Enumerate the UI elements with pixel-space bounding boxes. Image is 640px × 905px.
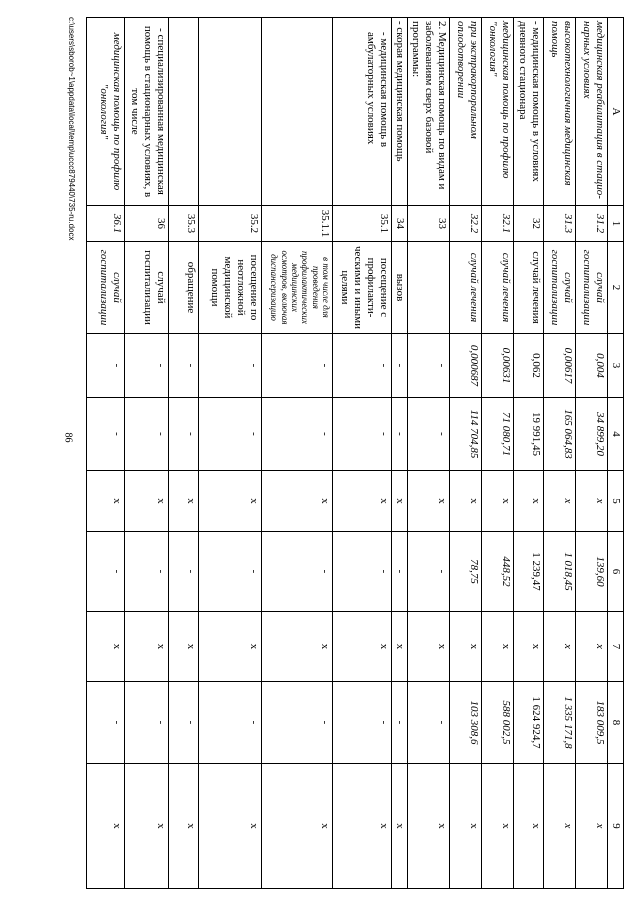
header-cell: 3	[608, 334, 624, 398]
value-cell: -	[408, 532, 450, 612]
row-name: при экстракорпоральном оплодотворении	[450, 18, 482, 206]
row-name: - медицинская помощь в амбулаторных условиях	[333, 18, 392, 206]
value-cell: -	[87, 334, 125, 398]
unit-cell: случай госпитализации	[544, 242, 576, 334]
value-cell: -	[87, 398, 125, 471]
value-cell: -	[392, 398, 408, 471]
value-cell: 103 308,6	[450, 682, 482, 764]
row-name	[199, 18, 262, 206]
value-cell: х	[514, 471, 544, 532]
value-cell: х	[408, 612, 450, 682]
value-cell: х	[392, 471, 408, 532]
row-number: 31.2	[576, 206, 608, 242]
value-cell: 71 080,71	[482, 398, 514, 471]
value-cell: х	[333, 471, 392, 532]
header-cell: 4	[608, 398, 624, 471]
value-cell: х	[333, 612, 392, 682]
row-number: 34	[392, 206, 408, 242]
row-name: 2. Медицинская помощь по видам и заболеваниям сверх базовой программы:	[408, 18, 450, 206]
table-row	[408, 18, 450, 889]
row-name	[262, 18, 333, 206]
value-cell: х	[169, 764, 199, 889]
unit-cell: обращение	[169, 242, 199, 334]
row-name: - специализированная медицинская помощь в стационарных условиях, в том числе	[125, 18, 169, 206]
row-number: 32.2	[450, 206, 482, 242]
value-cell: 0,00631	[482, 334, 514, 398]
value-cell: -	[333, 682, 392, 764]
value-cell: х	[576, 764, 608, 889]
header-cell: 8	[608, 682, 624, 764]
value-cell: -	[408, 398, 450, 471]
value-cell: х	[169, 471, 199, 532]
value-cell: -	[199, 334, 262, 398]
table-row	[125, 18, 169, 889]
row-number: 32	[514, 206, 544, 242]
value-cell: 114 704,85	[450, 398, 482, 471]
value-cell: 1 239,47	[514, 532, 544, 612]
value-cell: х	[408, 471, 450, 532]
value-cell: х	[450, 612, 482, 682]
header-cell: A	[608, 18, 624, 206]
unit-cell: посещение с профилакти-ческими и иными целями	[333, 242, 392, 334]
value-cell: х	[544, 612, 576, 682]
unit-cell: случай госпитализации	[576, 242, 608, 334]
value-cell: х	[87, 612, 125, 682]
table-row	[514, 18, 544, 889]
value-cell: х	[125, 764, 169, 889]
value-cell: -	[392, 532, 408, 612]
rotated-page	[67, 17, 624, 888]
unit-cell: случай госпитализации	[125, 242, 169, 334]
value-cell: х	[262, 471, 333, 532]
row-number: 36	[125, 206, 169, 242]
row-name	[169, 18, 199, 206]
value-cell: -	[392, 334, 408, 398]
table-row	[576, 18, 608, 889]
row-number: 33	[408, 206, 450, 242]
value-cell: -	[125, 398, 169, 471]
unit-cell: случай лечения	[450, 242, 482, 334]
value-cell: х	[544, 471, 576, 532]
value-cell: 0,00617	[544, 334, 576, 398]
row-number: 32.1	[482, 206, 514, 242]
value-cell: 0,004	[576, 334, 608, 398]
value-cell: -	[408, 334, 450, 398]
value-cell: -	[262, 398, 333, 471]
value-cell: х	[514, 764, 544, 889]
file-path-footer: c:\users\sborob~1\appdata\local\temp\uccc879440\735-ru.docx	[67, 17, 76, 241]
row-name: медицинская помощь по профилю "онкология"	[87, 18, 125, 206]
table-row	[450, 18, 482, 889]
row-number: 31.3	[544, 206, 576, 242]
value-cell: -	[169, 398, 199, 471]
page-number: 86	[62, 432, 74, 443]
header-cell: 7	[608, 612, 624, 682]
unit-cell: случай госпитализации	[87, 242, 125, 334]
value-cell: 139,60	[576, 532, 608, 612]
unit-cell: посещение по неотложной медицинской помощи	[199, 242, 262, 334]
unit-cell	[408, 242, 450, 334]
row-number: 35.1.1	[262, 206, 333, 242]
value-cell: -	[169, 682, 199, 764]
value-cell: 183 009,5	[576, 682, 608, 764]
value-cell: -	[87, 682, 125, 764]
value-cell: -	[333, 334, 392, 398]
row-name: - скорая медицинская помощь	[392, 18, 408, 206]
value-cell: х	[450, 764, 482, 889]
unit-cell: вызов	[392, 242, 408, 334]
value-cell: 165 064,83	[544, 398, 576, 471]
table-row	[169, 18, 199, 889]
table-row	[262, 18, 333, 889]
value-cell: х	[544, 764, 576, 889]
row-name: - медицинская помощь в условиях дневного стационара	[514, 18, 544, 206]
row-number: 35.3	[169, 206, 199, 242]
value-cell: -	[333, 532, 392, 612]
table-row	[87, 18, 125, 889]
value-cell: х	[169, 612, 199, 682]
value-cell: 0,062	[514, 334, 544, 398]
value-cell: х	[408, 764, 450, 889]
value-cell: х	[262, 764, 333, 889]
value-cell: х	[392, 764, 408, 889]
unit-cell: в том числе для проведения профилактических медицинских осмотров, включая диспансеризацию	[262, 242, 333, 334]
value-cell: х	[576, 471, 608, 532]
value-cell: х	[125, 471, 169, 532]
value-cell: х	[333, 764, 392, 889]
value-cell: 1 335 171,8	[544, 682, 576, 764]
row-name: высокотехнологичная медицинская помощь	[544, 18, 576, 206]
value-cell: х	[199, 612, 262, 682]
unit-cell: случай лечения	[514, 242, 544, 334]
value-cell: 1 018,45	[544, 532, 576, 612]
value-cell: -	[87, 532, 125, 612]
value-cell: х	[482, 764, 514, 889]
value-cell: х	[125, 612, 169, 682]
table-row	[482, 18, 514, 889]
value-cell: х	[514, 612, 544, 682]
header-cell: 9	[608, 764, 624, 889]
row-number: 35.2	[199, 206, 262, 242]
value-cell: -	[408, 682, 450, 764]
value-cell: -	[262, 682, 333, 764]
value-cell: х	[576, 612, 608, 682]
value-cell: -	[262, 532, 333, 612]
header-cell: 2	[608, 242, 624, 334]
table-row	[333, 18, 392, 889]
table-row	[544, 18, 576, 889]
unit-cell: случай лечения	[482, 242, 514, 334]
value-cell: х	[199, 471, 262, 532]
value-cell: 34 899,20	[576, 398, 608, 471]
value-cell: -	[199, 682, 262, 764]
value-cell: -	[169, 334, 199, 398]
value-cell: 1 624 924,7	[514, 682, 544, 764]
header-row	[608, 18, 624, 889]
value-cell: -	[333, 398, 392, 471]
value-cell: х	[482, 612, 514, 682]
row-number: 36.1	[87, 206, 125, 242]
header-cell: 6	[608, 532, 624, 612]
row-number: 35.1	[333, 206, 392, 242]
value-cell: -	[125, 532, 169, 612]
value-cell: -	[125, 682, 169, 764]
value-cell: х	[392, 612, 408, 682]
value-cell: -	[392, 682, 408, 764]
value-cell: х	[199, 764, 262, 889]
table-row	[392, 18, 408, 889]
row-name: медицинская реабилитация в стацио-нарных условиях	[576, 18, 608, 206]
value-cell: х	[262, 612, 333, 682]
value-cell: 0,000687	[450, 334, 482, 398]
value-cell: х	[87, 764, 125, 889]
rotated-content	[67, 17, 624, 888]
value-cell: 448,52	[482, 532, 514, 612]
table-row	[199, 18, 262, 889]
value-cell: -	[199, 398, 262, 471]
value-cell: -	[169, 532, 199, 612]
header-cell: 1	[608, 206, 624, 242]
value-cell: -	[262, 334, 333, 398]
value-cell: -	[125, 334, 169, 398]
program-table	[86, 17, 624, 889]
value-cell: 588 002,5	[482, 682, 514, 764]
value-cell: х	[482, 471, 514, 532]
value-cell: х	[87, 471, 125, 532]
value-cell: 19 991,45	[514, 398, 544, 471]
header-cell: 5	[608, 471, 624, 532]
row-name: медицинская помощь по профилю "онкология"	[482, 18, 514, 206]
value-cell: 78,75	[450, 532, 482, 612]
value-cell: -	[199, 532, 262, 612]
value-cell: х	[450, 471, 482, 532]
